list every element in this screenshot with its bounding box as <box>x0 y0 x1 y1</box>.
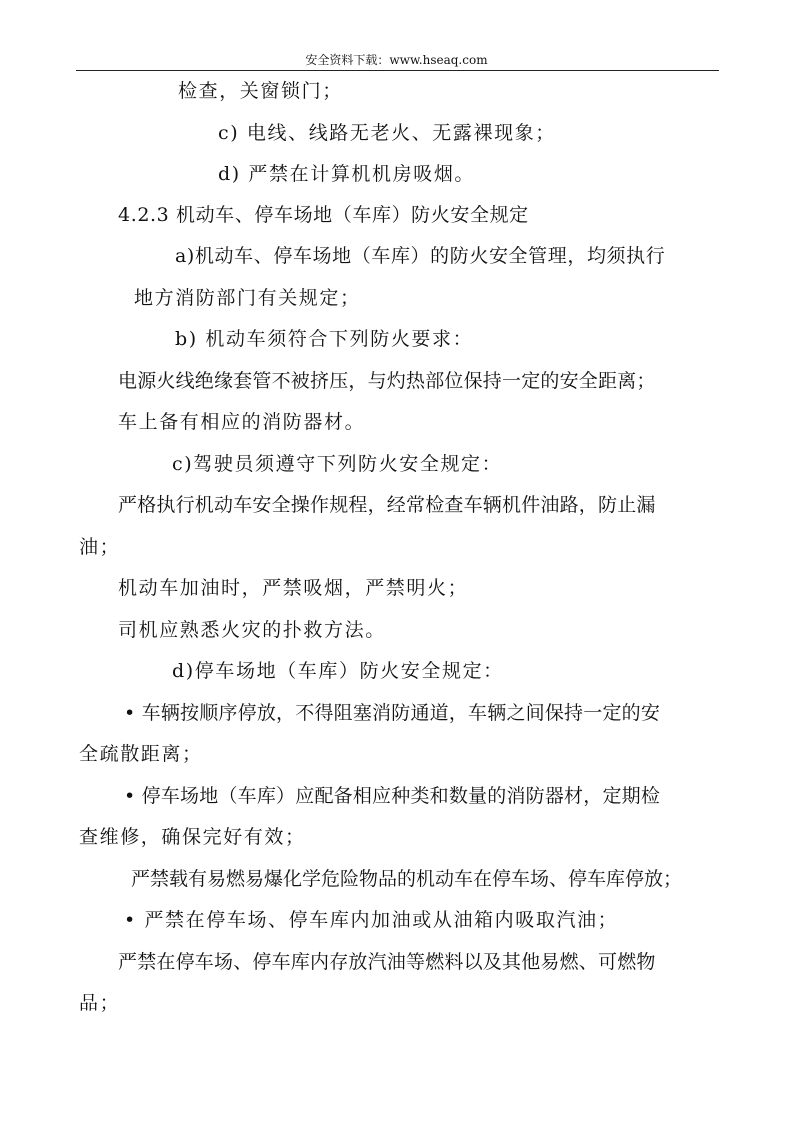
text-line: a)机动车、停车场地（车库）的防火安全管理，均须执行 <box>175 245 666 267</box>
text-line: 全疏散距离； <box>79 743 203 765</box>
text-line: 地方消防部门有关规定； <box>134 287 361 309</box>
text-line: 车上备有相应的消防器材。 <box>118 411 366 433</box>
text-line: c)驾驶员须遵守下列防火安全规定： <box>172 453 503 475</box>
header-divider <box>76 70 719 71</box>
text-line: 机动车加油时，严禁吸烟，严禁明火； <box>118 577 469 599</box>
text-line: 油； <box>79 536 121 558</box>
text-line: 严禁在停车场、停车库内存放汽油等燃料以及其他易燃、可燃物 <box>118 951 656 973</box>
text-line: d) 严禁在计算机机房吸烟。 <box>218 163 476 185</box>
text-line: 查维修，确保完好有效； <box>79 826 306 848</box>
text-line: 品； <box>79 992 121 1014</box>
text-line: 严禁载有易燃易爆化学危险物品的机动车在停车场、停车库停放； <box>131 868 683 890</box>
text-line: 电源火线绝缘套管不被挤压，与灼热部位保持一定的安全距离； <box>118 370 656 392</box>
list-item: • 严禁在停车场、停车库内加油或从油箱内吸取汽油； <box>124 909 619 931</box>
section-heading: 4.2.3 机动车、停车场地（车库）防火安全规定 <box>118 204 529 226</box>
list-item: • 车辆按顺序停放，不得阻塞消防通道，车辆之间保持一定的安 <box>124 702 661 724</box>
text-line: c) 电线、线路无老火、无露裸现象； <box>218 122 556 144</box>
page-header: 安全资料下载：www.hseaq.com <box>305 53 488 67</box>
text-line: 司机应熟悉火灾的扑救方法。 <box>118 619 386 641</box>
text-line: 严格执行机动车安全操作规程，经常检查车辆机件油路，防止漏 <box>118 494 656 516</box>
text-line: 检查，关窗锁门； <box>178 80 343 102</box>
text-line: b) 机动车须符合下列防火要求： <box>175 328 474 350</box>
list-item: • 停车场地（车库）应配备相应种类和数量的消防器材，定期检 <box>124 785 661 807</box>
text-line: d)停车场地（车库）防火安全规定： <box>172 660 504 682</box>
